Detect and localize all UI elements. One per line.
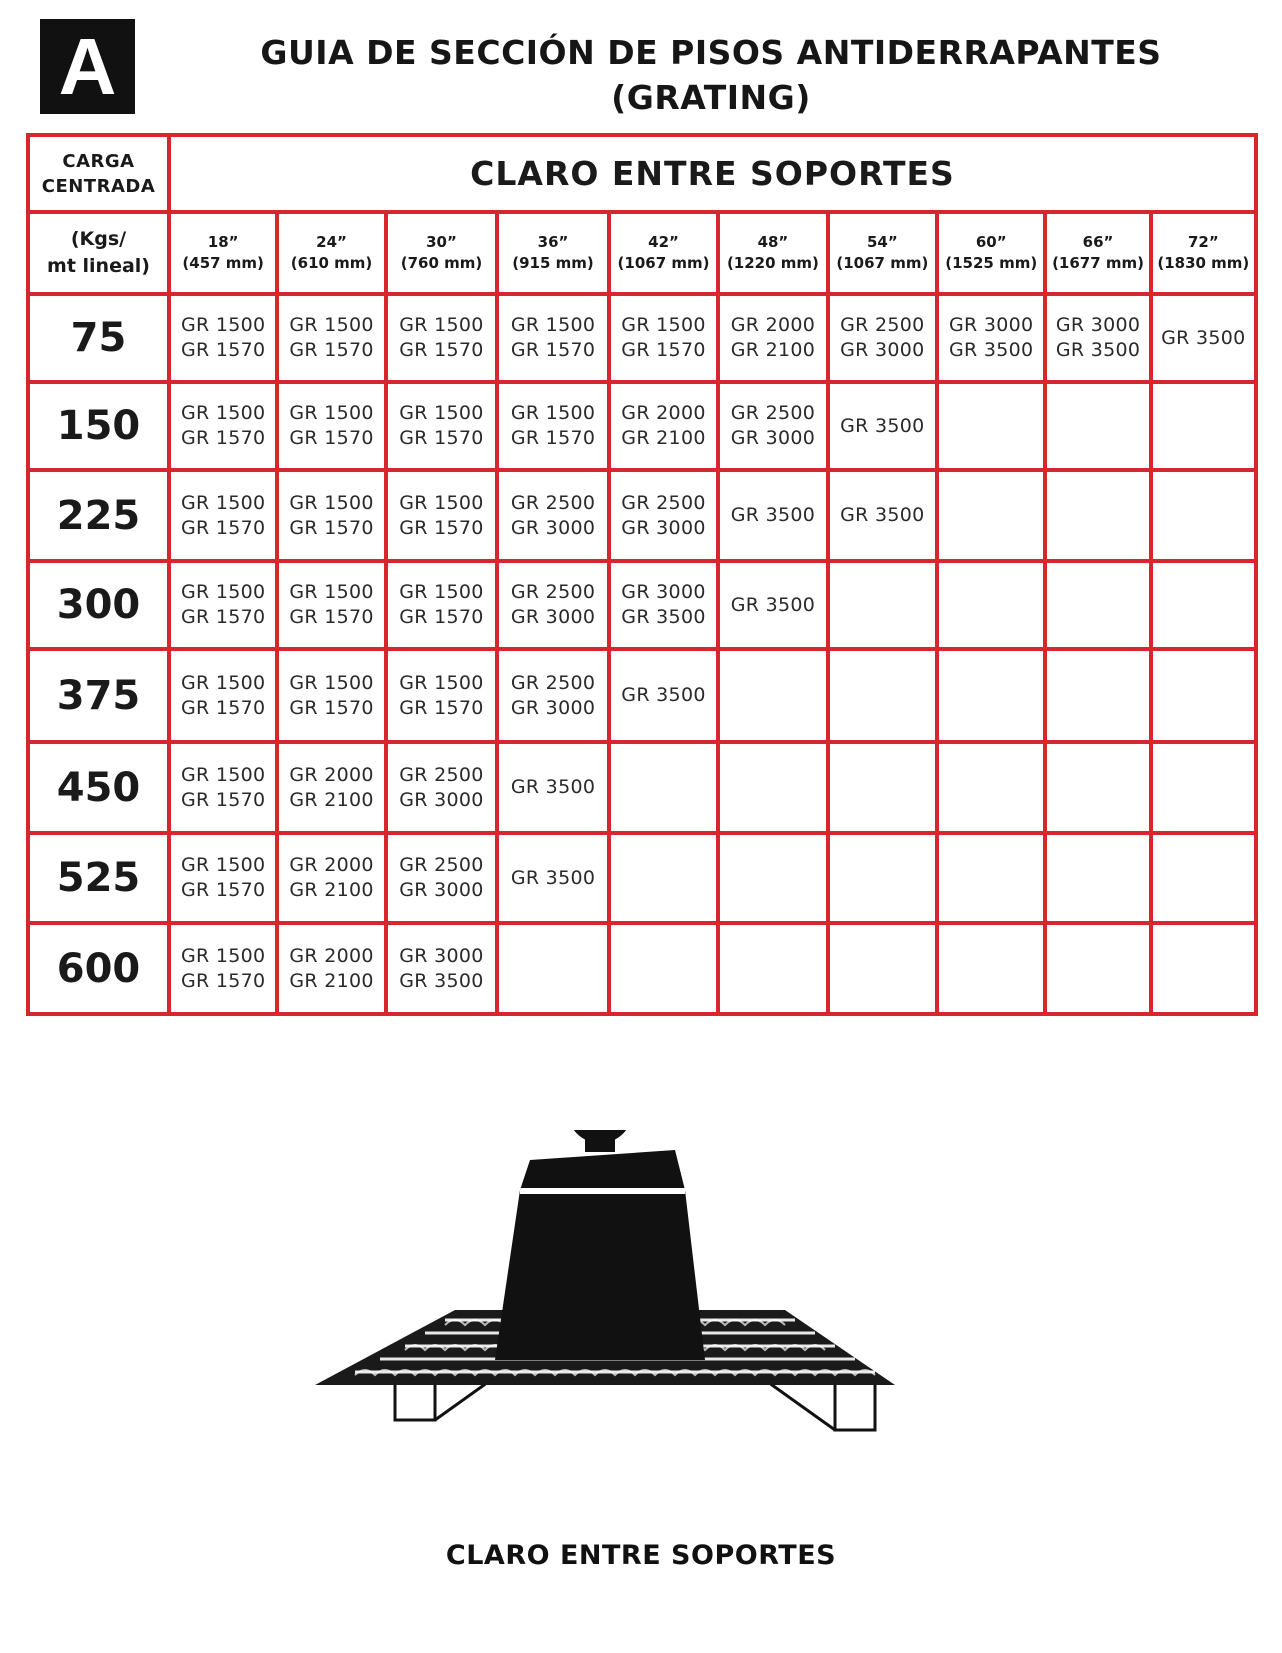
- grating-cell: [277, 294, 385, 382]
- load-value: 450: [28, 742, 169, 833]
- grating-model: GR 3000: [399, 944, 484, 967]
- span-inches: 66”: [1082, 233, 1114, 251]
- grating-model: GR 1500: [289, 402, 374, 424]
- grating-model: GR 2000: [621, 402, 706, 424]
- load-value: 300: [28, 561, 169, 649]
- grating-cell: [718, 470, 827, 561]
- grating-model: GR 1500: [180, 491, 266, 514]
- grating-cell: [277, 561, 385, 649]
- grating-cell: [828, 294, 937, 382]
- grating-model: GR 3500: [510, 776, 596, 798]
- grating-cell: [609, 561, 718, 649]
- grating-cell: [386, 833, 498, 923]
- grating-cell: [1151, 382, 1256, 470]
- span-header-0: [169, 212, 277, 294]
- grating-model: GR 2100: [289, 969, 374, 992]
- span-mm: (760 mm): [400, 254, 483, 272]
- grating-model: GR 1570: [180, 696, 266, 719]
- grating-model: GR 1570: [180, 427, 266, 449]
- grating-model: GR 1500: [510, 314, 596, 336]
- grating-cell: [386, 470, 498, 561]
- grating-cell: [277, 382, 385, 470]
- grating-cell: [1045, 294, 1150, 382]
- span-mm: (1525 mm): [945, 254, 1038, 272]
- grating-cell: [1151, 742, 1256, 833]
- span-inches: 18”: [207, 233, 239, 251]
- grating-model: GR 3500: [621, 684, 706, 706]
- grating-cell: [1151, 294, 1256, 382]
- grating-cell: [718, 833, 827, 923]
- grating-cell: [386, 294, 498, 382]
- grating-model: GR 3500: [621, 606, 706, 628]
- grating-model: GR 1570: [399, 696, 484, 719]
- grating-model: GR 2500: [621, 491, 706, 514]
- grating-cell: [937, 382, 1045, 470]
- span-inches: 36”: [537, 233, 569, 251]
- grating-cell: [169, 833, 277, 923]
- grating-cell: [497, 742, 609, 833]
- grating-cell: [937, 561, 1045, 649]
- grating-model: GR 3500: [1055, 339, 1141, 361]
- grating-cell: [1045, 923, 1150, 1014]
- grating-model: GR 1500: [180, 763, 266, 786]
- grating-model: GR 1500: [621, 314, 706, 336]
- grating-cell: [1151, 470, 1256, 561]
- load-value: 75: [28, 294, 169, 382]
- grating-model: GR 1570: [180, 969, 266, 992]
- grating-cell: [386, 649, 498, 742]
- grating-model: GR 3500: [840, 504, 925, 526]
- table-row: [28, 294, 1256, 382]
- span-title: CLARO ENTRE SOPORTES: [470, 154, 955, 193]
- grating-cell: [1151, 923, 1256, 1014]
- grating-cell: [718, 923, 827, 1014]
- grating-model: GR 2100: [621, 427, 706, 449]
- weight-block-icon: [495, 1130, 705, 1360]
- grating-model: GR 1500: [180, 402, 266, 424]
- span-header-4: [609, 212, 718, 294]
- grating-model: GR 1500: [399, 314, 484, 336]
- grating-cell: [937, 649, 1045, 742]
- corner-label-line-1: CARGA: [62, 150, 135, 172]
- grating-model: GR 1570: [399, 427, 484, 449]
- grating-cell: [497, 294, 609, 382]
- grating-cell: [1045, 382, 1150, 470]
- grating-cell: [277, 833, 385, 923]
- grating-cell: [1045, 833, 1150, 923]
- grating-cell: [1045, 470, 1150, 561]
- grating-model: GR 1570: [180, 606, 266, 628]
- grating-cell: [937, 742, 1045, 833]
- span-mm: (610 mm): [290, 254, 373, 272]
- table-row: [28, 470, 1256, 561]
- grating-cell: [937, 923, 1045, 1014]
- grating-model: GR 1570: [289, 606, 374, 628]
- grating-model: GR 3000: [510, 516, 596, 539]
- grating-model: GR 3000: [621, 516, 706, 539]
- corner-label-line-2: CENTRADA: [41, 175, 156, 197]
- grating-model: GR 2500: [399, 854, 484, 876]
- grating-cell: [497, 649, 609, 742]
- grating-cell: [497, 470, 609, 561]
- grating-cell: [169, 742, 277, 833]
- grating-model: GR 1500: [399, 402, 484, 424]
- grating-cell: [828, 833, 937, 923]
- table-header-row: [28, 135, 1256, 212]
- grating-cell: [828, 561, 937, 649]
- unit-label-line-1: (Kgs/: [70, 228, 127, 250]
- grating-cell: [169, 923, 277, 1014]
- table-row: [28, 833, 1256, 923]
- grating-model: GR 1500: [289, 491, 374, 514]
- grating-cell: [718, 382, 827, 470]
- grating-cell: [1045, 561, 1150, 649]
- grating-cell: [1151, 649, 1256, 742]
- grating-model: GR 1570: [180, 788, 266, 811]
- table-row: [28, 649, 1256, 742]
- span-inches: 48”: [757, 233, 789, 251]
- span-header-6: [828, 212, 937, 294]
- grating-model: GR 1500: [399, 671, 484, 694]
- grating-model: GR 2000: [289, 944, 374, 967]
- unit-label-line-2: mt lineal): [47, 255, 150, 277]
- grating-model: GR 2500: [399, 763, 484, 786]
- grating-cell: [386, 382, 498, 470]
- grating-model: GR 3000: [510, 696, 596, 719]
- span-title-cell: [169, 135, 1256, 212]
- grating-model: GR 1570: [180, 339, 266, 361]
- grating-model: GR 2000: [289, 854, 374, 876]
- span-inches: 42”: [648, 233, 679, 251]
- span-inches: 72”: [1187, 233, 1219, 251]
- span-header-1: [277, 212, 385, 294]
- grating-model: GR 1500: [289, 314, 374, 336]
- grating-model: GR 1500: [289, 581, 374, 603]
- grating-cell: [497, 561, 609, 649]
- grating-cell: [1151, 561, 1256, 649]
- grating-cell: [828, 649, 937, 742]
- grating-model: GR 1500: [180, 581, 266, 603]
- grating-cell: [609, 470, 718, 561]
- grating-cell: [937, 470, 1045, 561]
- corner-label-cell: [28, 135, 169, 212]
- grating-model: GR 1570: [289, 339, 374, 361]
- grating-cell: [828, 382, 937, 470]
- section-letter: A: [58, 21, 117, 111]
- grating-cell: [277, 470, 385, 561]
- grating-model: GR 3000: [399, 879, 484, 901]
- span-mm: (1220 mm): [726, 254, 819, 272]
- grating-model: GR 3000: [399, 788, 484, 811]
- grating-model: GR 3000: [840, 339, 925, 361]
- grating-model: GR 2500: [730, 402, 816, 424]
- grating-model: GR 1570: [621, 339, 706, 361]
- grating-cell: [609, 649, 718, 742]
- grating-model: GR 3000: [1055, 314, 1141, 336]
- span-mm: (457 mm): [182, 254, 264, 272]
- span-header-row: [28, 212, 1256, 294]
- span-inches: 30”: [426, 233, 457, 251]
- span-inches: 60”: [975, 233, 1007, 251]
- grating-model: GR 1500: [180, 314, 266, 336]
- grating-model: GR 2500: [510, 491, 596, 514]
- grating-model: GR 1500: [180, 671, 266, 694]
- span-mm: (1067 mm): [617, 254, 710, 272]
- grating-model: GR 2100: [289, 879, 374, 901]
- grating-cell: [386, 561, 498, 649]
- grating-model: GR 1500: [289, 671, 374, 694]
- grating-cell: [828, 742, 937, 833]
- grating-model: GR 3500: [730, 504, 816, 526]
- grating-cell: [169, 649, 277, 742]
- grating-model: GR 1500: [510, 402, 596, 424]
- grating-cell: [169, 382, 277, 470]
- grating-model: GR 1500: [180, 854, 266, 876]
- grating-model: GR 3000: [621, 581, 706, 603]
- grating-model: GR 1570: [289, 427, 374, 449]
- grating-cell: [718, 294, 827, 382]
- grating-cell: [497, 923, 609, 1014]
- grating-cell: [828, 470, 937, 561]
- grating-model: GR 3500: [730, 593, 816, 616]
- span-header-3: [497, 212, 609, 294]
- grating-cell: [497, 833, 609, 923]
- illustration-caption: CLARO ENTRE SOPORTES: [445, 1540, 837, 1571]
- page-title-line-2: (GRATING): [611, 78, 811, 117]
- grating-cell: [609, 833, 718, 923]
- grating-model: GR 2000: [730, 314, 816, 336]
- grating-cell: [277, 649, 385, 742]
- grating-cell: [277, 742, 385, 833]
- span-mm: (915 mm): [512, 254, 594, 272]
- table-row: [28, 923, 1256, 1014]
- grating-model: GR 1500: [399, 581, 484, 603]
- grating-cell: [497, 382, 609, 470]
- grating-model: GR 2500: [510, 581, 596, 603]
- load-value: 150: [28, 382, 169, 470]
- grating-model: GR 3500: [510, 866, 596, 889]
- grating-model: GR 1570: [180, 516, 266, 539]
- grating-model: GR 3000: [510, 606, 596, 628]
- table-row: [28, 382, 1256, 470]
- grating-model: GR 1570: [180, 879, 266, 901]
- grating-model: GR 3000: [730, 427, 816, 449]
- span-mm: (1067 mm): [836, 254, 929, 272]
- load-value: 525: [28, 833, 169, 923]
- span-inches: 54”: [866, 233, 898, 251]
- grating-model: GR 2100: [730, 339, 816, 361]
- grating-cell: [609, 742, 718, 833]
- grating-model: GR 2500: [840, 314, 925, 336]
- grating-cell: [169, 561, 277, 649]
- grating-model: GR 1570: [510, 339, 596, 361]
- grating-model: GR 2100: [289, 788, 374, 811]
- grating-cell: [277, 923, 385, 1014]
- grating-model: GR 3500: [949, 339, 1034, 361]
- grating-model: GR 1570: [399, 516, 484, 539]
- grating-cell: [1151, 833, 1256, 923]
- section-letter-badge: [40, 19, 135, 114]
- grating-cell: [828, 923, 937, 1014]
- grating-model: GR 3000: [949, 314, 1034, 336]
- load-value: 375: [28, 649, 169, 742]
- grating-cell: [169, 294, 277, 382]
- grating-selection-table: [26, 133, 1258, 1016]
- grating-cell: [937, 833, 1045, 923]
- grating-cell: [718, 649, 827, 742]
- grating-model: GR 1500: [399, 491, 484, 514]
- grating-model: GR 1570: [289, 696, 374, 719]
- grating-cell: [386, 742, 498, 833]
- load-value: 600: [28, 923, 169, 1014]
- span-header-9: [1151, 212, 1256, 294]
- grating-cell: [609, 382, 718, 470]
- grating-cell: [718, 561, 827, 649]
- grating-cell: [937, 294, 1045, 382]
- grating-model: GR 1570: [289, 516, 374, 539]
- table-row: [28, 561, 1256, 649]
- span-header-2: [386, 212, 498, 294]
- weight-on-grating-icon: [315, 1130, 965, 1550]
- span-inches: 24”: [316, 233, 347, 251]
- span-mm: (1677 mm): [1052, 254, 1145, 272]
- grating-cell: [386, 923, 498, 1014]
- span-header-7: [937, 212, 1045, 294]
- unit-label-cell: [28, 212, 169, 294]
- span-header-5: [718, 212, 827, 294]
- span-header-8: [1045, 212, 1150, 294]
- grating-model: GR 2000: [289, 763, 374, 786]
- page-title-line-1: GUIA DE SECCIÓN DE PISOS ANTIDERRAPANTES: [260, 33, 1162, 72]
- grating-cell: [1045, 742, 1150, 833]
- grating-cell: [1045, 649, 1150, 742]
- grating-model: GR 1570: [399, 339, 484, 361]
- table-row: [28, 742, 1256, 833]
- grating-cell: [609, 923, 718, 1014]
- span-mm: (1830 mm): [1157, 254, 1250, 272]
- grating-cell: [718, 742, 827, 833]
- grating-model: GR 1500: [180, 944, 266, 967]
- load-value: 225: [28, 470, 169, 561]
- grating-model: GR 3500: [1161, 326, 1246, 349]
- page-title: [150, 30, 1272, 120]
- grating-cell: [169, 470, 277, 561]
- grating-model: GR 1570: [399, 606, 484, 628]
- grating-model: GR 3500: [399, 969, 484, 992]
- grating-model: GR 2500: [510, 671, 596, 694]
- grating-cell: [609, 294, 718, 382]
- grating-model: GR 3500: [840, 414, 925, 437]
- grating-model: GR 1570: [510, 427, 596, 449]
